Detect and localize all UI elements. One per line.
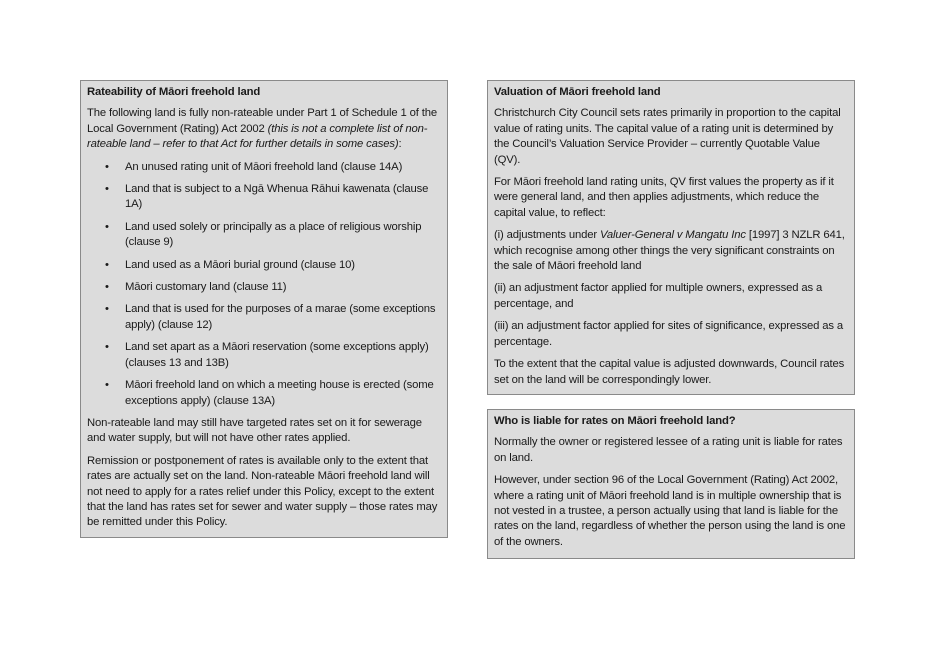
paragraph: Non-rateable land may still have targeted rates set on it for sewerage and water supply, but will not have other rates applied. bbox=[87, 416, 422, 445]
paragraph: Normally the owner or registered lessee of a rating unit is liable for rates on land. bbox=[494, 436, 843, 464]
intro-text: The following land is fully non-rateable under Part 1 of Schedule 1 of the Local Government (Rating) Act 2002 bbox=[87, 107, 437, 135]
list-item: • Māori freehold land on which a meeting house is erected (some exceptions apply) (clause 13A) bbox=[125, 378, 441, 409]
liability-box bbox=[487, 409, 855, 559]
paragraph: (iii) an adjustment factor applied for sites of significance, expressed as a percentage. bbox=[494, 320, 844, 348]
paragraph: To the extent that the capital value is adjusted downwards, Council rates set on the land will be correspondingly lower. bbox=[494, 358, 845, 386]
list-item: • Māori customary land (clause 11) bbox=[125, 280, 441, 295]
list-item: • Land that is subject to a Ngā Whenua Rāhui kawenata (clause 1A) bbox=[125, 182, 441, 213]
non-rateable-list bbox=[87, 160, 441, 409]
paragraph: Christchurch City Council sets rates primarily in proportion to the capital value of rating units. The capital value of a rating unit is determined by the Council’s Valuation Service Provider – currently Quotable Value (QV). bbox=[494, 107, 841, 166]
rateability-box bbox=[80, 80, 448, 538]
list-item: • Land that is used for the purposes of a marae (some exceptions apply) (clause 12) bbox=[125, 302, 441, 333]
intro-italic: (this is not a complete list of non-rateable land – refer to that Act for further details in some cases) bbox=[87, 122, 428, 151]
paragraph bbox=[494, 228, 848, 274]
paragraph: Remission or postponement of rates is available only to the extent that rates are actually set on the land. Non-rateable Māori freehold land will not need to apply for a rates relief under this Policy, except to the extent that the land has rates set for sewer and water supply – those rates may be remitted under this Policy. bbox=[87, 454, 438, 529]
paragraph: For Māori freehold land rating units, QV first values the property as if it were general land, and then applies adjustments, which reduce the capital value, to reflect: bbox=[494, 176, 834, 219]
p3-start: (i) adjustments under bbox=[494, 229, 600, 242]
paragraph: However, under section 96 of the Local Government (Rating) Act 2002, where a rating unit of Māori freehold land is in multiple ownership that is not vested in a trustee, a person actually using that land is liable for the rates on the land, regardless of whether the person using the land is one of the owners. bbox=[494, 474, 846, 548]
list-item: • Land set apart as a Māori reservation (some exceptions apply) (clauses 13 and 13B) bbox=[125, 340, 441, 371]
rateability-intro bbox=[87, 106, 441, 152]
liability-title: Who is liable for rates on Māori freehold land? bbox=[494, 415, 736, 427]
valuation-title: Valuation of Māori freehold land bbox=[494, 86, 661, 98]
intro-end: : bbox=[398, 138, 402, 151]
rateability-title: Rateability of Māori freehold land bbox=[87, 86, 261, 98]
list-item: • An unused rating unit of Māori freehold land (clause 14A) bbox=[125, 160, 441, 175]
valuation-box bbox=[487, 80, 855, 395]
p3-end: [1997] 3 NZLR 641, which recognise among other things the very significant constraints on the sale of Māori freehold land bbox=[494, 229, 845, 273]
paragraph: (ii) an adjustment factor applied for multiple owners, expressed as a percentage, and bbox=[494, 282, 823, 310]
list-item: • Land used as a Māori burial ground (clause 10) bbox=[125, 258, 441, 273]
case-name: Valuer-General v Mangatu Inc bbox=[599, 229, 746, 242]
list-item: • Land used solely or principally as a place of religious worship (clause 9) bbox=[125, 220, 441, 251]
